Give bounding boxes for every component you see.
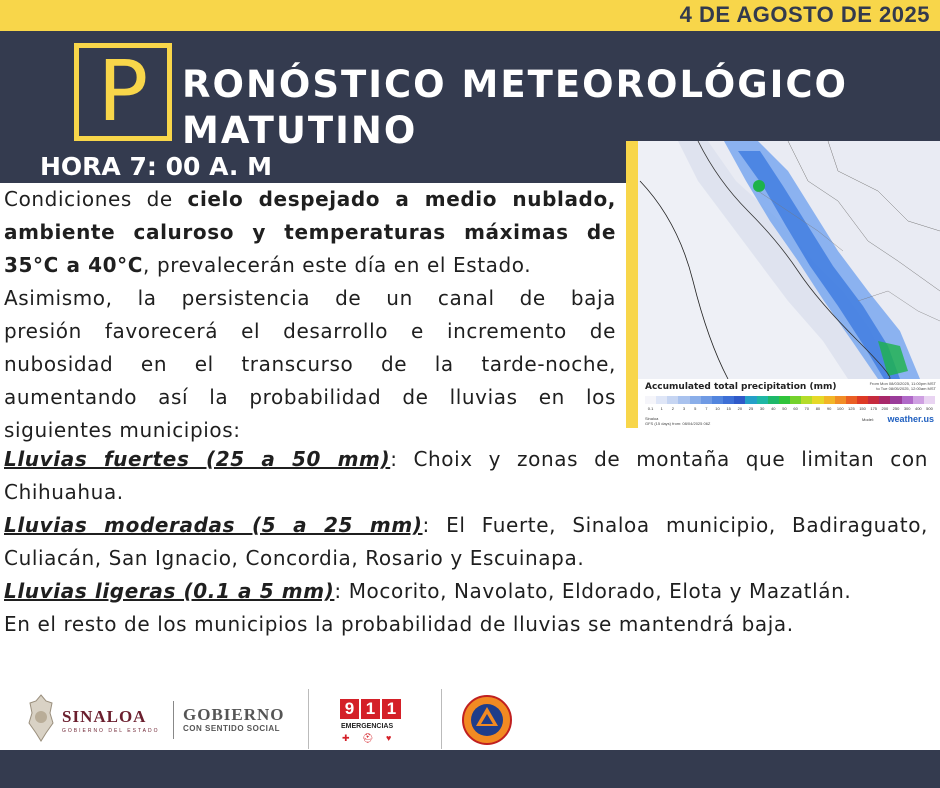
intro-text [4,183,616,447]
scale-label: 15 [726,406,731,411]
intro-p2-line-2: presión favorecerá el desarrollo e incremento de [4,319,616,343]
intro-line-3 [4,249,616,282]
scale-swatch [846,396,857,404]
map-footer [645,416,710,426]
light-rain-text: : Mocorito, Navolato, Eldorado, Elota y Mazatlán. [334,579,852,603]
emergencias-911-logo [340,699,403,719]
scale-swatch [667,396,678,404]
rain-details [4,443,928,641]
scale-swatch [868,396,879,404]
scale-swatch [913,396,924,404]
intro-p1-pre: Condiciones de [4,187,188,211]
gobierno-wordmark: GOBIERNO [183,705,285,724]
scale-label: 3 [682,406,686,411]
scale-swatch [768,396,779,404]
scale-label: 150 [859,406,866,411]
scale-swatch [678,396,689,404]
logo-divider-1 [173,701,174,739]
e911-digit-3: 1 [382,699,401,719]
light-rain-label: Lluvias ligeras (0.1 a 5 mm) [4,579,335,603]
scale-label: 5 [694,406,697,411]
scale-label: 60 [793,406,798,411]
scale-swatch [835,396,846,404]
scale-label: 20 [737,406,743,411]
scale-label: 250 [892,406,900,411]
map-region: Sinaloa [645,416,659,421]
scale-label: 200 [881,406,889,411]
e911-digit-1: 9 [340,699,359,719]
intro-p1-post: , prevalecerán este día en el Estado. [143,253,532,277]
sinaloa-crest-icon [26,693,56,743]
initial-letter: P [97,42,149,140]
intro-p2-line-1: Asimismo, la persistencia de un canal de baja [4,286,616,310]
scale-label: 100 [836,406,844,411]
scale-label: 300 [903,406,911,411]
map-graphic [638,141,940,379]
scale-label: 125 [848,406,855,411]
moderate-rain-label: Lluvias moderadas (5 a 25 mm) [4,513,423,537]
intro-p2-line-3: nubosidad en el transcurso de la tarde-noche, [4,352,616,376]
logo-divider-2 [308,689,309,749]
map-meta-from: From Mon 08/03/2025, 11:00pm MST [869,381,936,386]
scale-swatch [745,396,756,404]
scale-swatch [734,396,745,404]
scale-swatch [801,396,812,404]
strong-rain-text: : Choix y zonas de montaña que limitan con [390,447,928,471]
scale-swatch [645,396,656,404]
scale-swatch [812,396,823,404]
title-line-1: RONÓSTICO METEOROLÓGICO [182,63,848,106]
sinaloa-subtitle: GOBIERNO DEL ESTADO [62,728,160,734]
emergency-services-icon: ✚ ⛑ ♥ [342,733,397,743]
scale-label: 50 [782,406,787,411]
rest-line: En el resto de los municipios la probabilidad de lluvias se mantendrá baja. [4,612,794,636]
gobierno-subtitle: CON SENTIDO SOCIAL [183,724,281,733]
intro-p1-bold-c: 35°C a 40°C [4,253,144,277]
strong-rain-line-1 [4,443,928,476]
title-line-2: MATUTINO [182,109,418,152]
date-bar [0,0,940,31]
scale-swatch [656,396,667,404]
scale-swatch [857,396,868,404]
scale-label: 500 [926,406,933,411]
scale-label: 7 [705,406,708,411]
map-meta [870,381,936,391]
intro-p1-bold-b: ambiente caluroso y temperaturas máximas de [4,220,616,244]
map-frame [626,141,940,428]
map-brand: weather.us [887,414,934,424]
strong-rain-line-2: Chihuahua. [4,480,124,504]
precipitation-map [638,141,940,428]
scale-label: 1 [660,406,663,411]
moderate-rain-text: : El Fuerte, Sinaloa municipio, Badiraguato, [422,513,928,537]
scale-label: 0.1 [647,406,654,411]
footer-logos [0,685,940,750]
scale-swatch [902,396,913,404]
scale-swatch [790,396,801,404]
e911-digit-2: 1 [361,699,380,719]
scale-swatch [723,396,734,404]
scale-label: 90 [826,406,832,411]
intro-line-1 [4,183,616,216]
map-title: Accumulated total precipitation (mm) [645,382,837,392]
scale-swatch [757,396,768,404]
proteccion-civil-seal-icon [462,695,512,745]
scale-swatch [701,396,712,404]
footer-bar [0,750,940,788]
intro-line-2 [4,216,616,249]
scale-label: 30 [759,406,765,411]
forecast-hour: HORA 7: 00 A. M [40,152,272,181]
moderate-rain-line-2: Culiacán, San Ignacio, Concordia, Rosario y Escuinapa. [4,546,585,570]
intro-p2-line-5: siguientes municipios: [4,418,241,442]
scale-label: 10 [715,406,720,411]
map-source: GFS (15 days) from: 08/04/2025 06Z [645,421,711,426]
scale-swatch [890,396,901,404]
scale-swatch [690,396,701,404]
scale-label: 25 [748,406,754,411]
initial-letter-box [74,43,172,141]
scale-swatch [879,396,890,404]
scale-swatch [712,396,723,404]
scale-label: 2 [671,406,674,411]
scale-swatch [824,396,835,404]
logo-divider-3 [441,689,442,749]
precipitation-scale [645,396,935,404]
precipitation-scale-labels [645,406,935,411]
e911-subtitle: EMERGENCIAS [341,723,394,730]
scale-label: 80 [815,406,821,411]
map-meta-to: to Tue 08/05/2025, 12:00am MST [876,386,936,391]
scale-label: 400 [914,406,922,411]
date-label: 4 DE AGOSTO DE 2025 [679,2,930,27]
light-rain-line [4,575,928,608]
strong-rain-label: Lluvias fuertes (25 a 50 mm) [4,447,391,471]
scale-label: 175 [870,406,878,411]
moderate-rain-line-1 [4,509,928,542]
intro-p1-bold-a: cielo despejado a medio nublado, [187,187,616,211]
scale-swatch [779,396,790,404]
intro-p2-line-4: aumentando así la probabilidad de lluvias en los [4,385,616,409]
scale-label: 70 [804,406,809,411]
scale-swatch [924,396,935,404]
sinaloa-wordmark: SINALOA [62,707,147,726]
map-model-label: Model: [861,417,874,422]
scale-label: 40 [771,406,776,411]
